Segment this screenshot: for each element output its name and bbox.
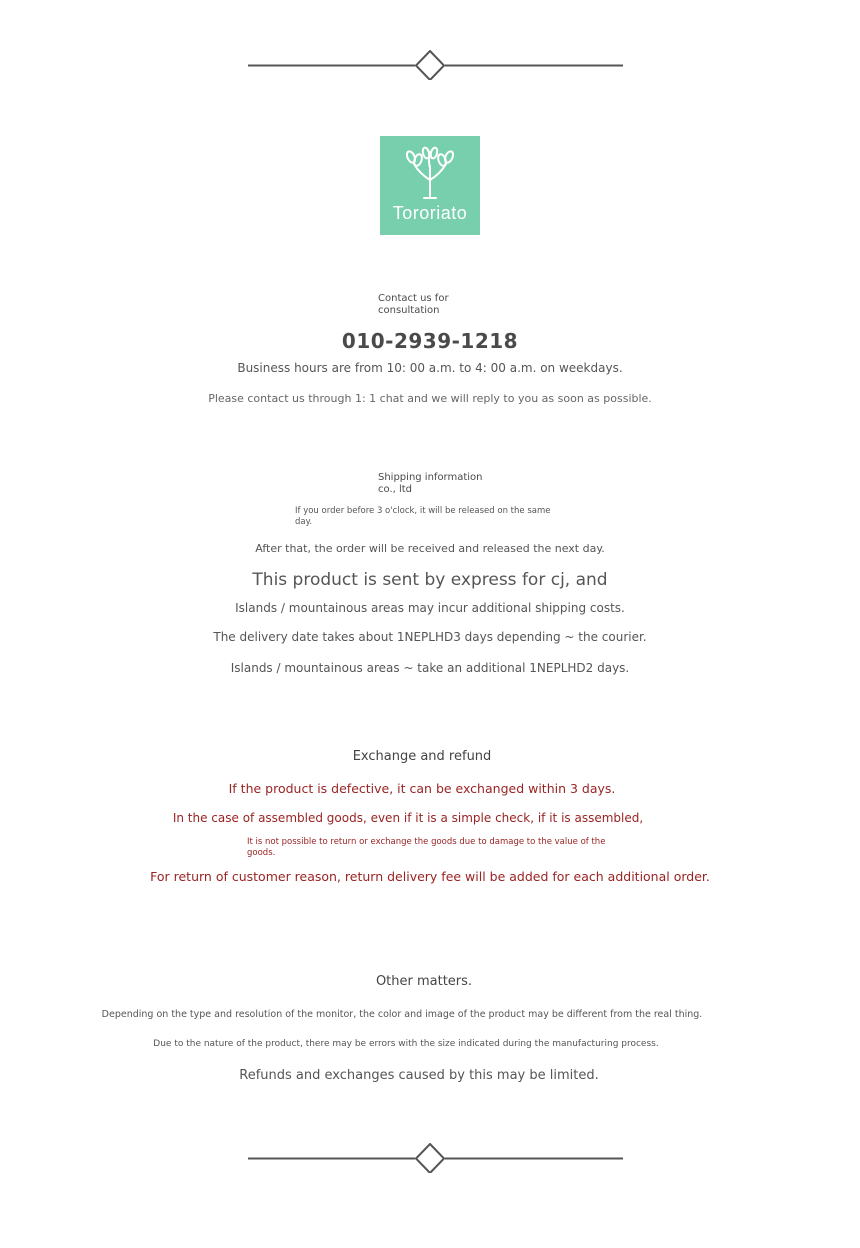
defective-note: If the product is defective, it can be exchanged within 3 days. <box>228 781 616 796</box>
islands-cost: Islands / mountainous areas may incur additional shipping costs. <box>235 601 625 615</box>
top-divider <box>248 50 623 80</box>
diamond-icon <box>416 51 444 80</box>
assembled-note: In the case of assembled goods, even if it is a simple check, if it is assembled, <box>172 811 644 825</box>
islands-extra: Islands / mountainous areas ~ take an additional 1NEPLHD2 days. <box>230 661 630 675</box>
cutoff-note: If you order before 3 o'clock, it will be released on the same day. <box>295 506 551 527</box>
customer-reason-note: For return of customer reason, return delivery fee will be added for each additional order. <box>150 869 710 884</box>
bottom-divider <box>248 1143 623 1173</box>
after-note: After that, the order will be received and released the next day. <box>255 542 605 555</box>
business-hours: Business hours are from 10: 00 a.m. to 4: 00 a.m. on weekdays. <box>237 361 623 375</box>
diamond-icon <box>416 1144 444 1173</box>
not-possible-note: It is not possible to return or exchange the goods due to damage to the value of the goods. <box>247 837 606 858</box>
other-title: Other matters. <box>375 974 473 989</box>
chat-note: Please contact us through 1: 1 chat and we will reply to you as soon as possible. <box>208 392 652 405</box>
contact-label: Contact us for consultation <box>378 293 449 316</box>
monitor-note: Depending on the type and resolution of the monitor, the color and image of the product may be different from the real thing. <box>101 1009 703 1020</box>
size-note: Due to the nature of the product, there may be errors with the size indicated during the manufacturing process. <box>153 1039 659 1049</box>
delivery-date: The delivery date takes about 1NEPLHD3 days depending ~ the courier. <box>213 630 647 644</box>
sprout-icon <box>380 136 480 206</box>
brand-name: Tororiato <box>392 203 468 223</box>
shipping-label: Shipping information co., ltd <box>378 472 483 495</box>
phone-number[interactable]: 010-2939-1218 <box>341 329 519 353</box>
exchange-title: Exchange and refund <box>352 749 492 764</box>
express-note: This product is sent by express for cj, and <box>252 570 608 590</box>
brand-logo <box>380 136 480 235</box>
limited-note: Refunds and exchanges caused by this may be limited. <box>239 1068 599 1083</box>
